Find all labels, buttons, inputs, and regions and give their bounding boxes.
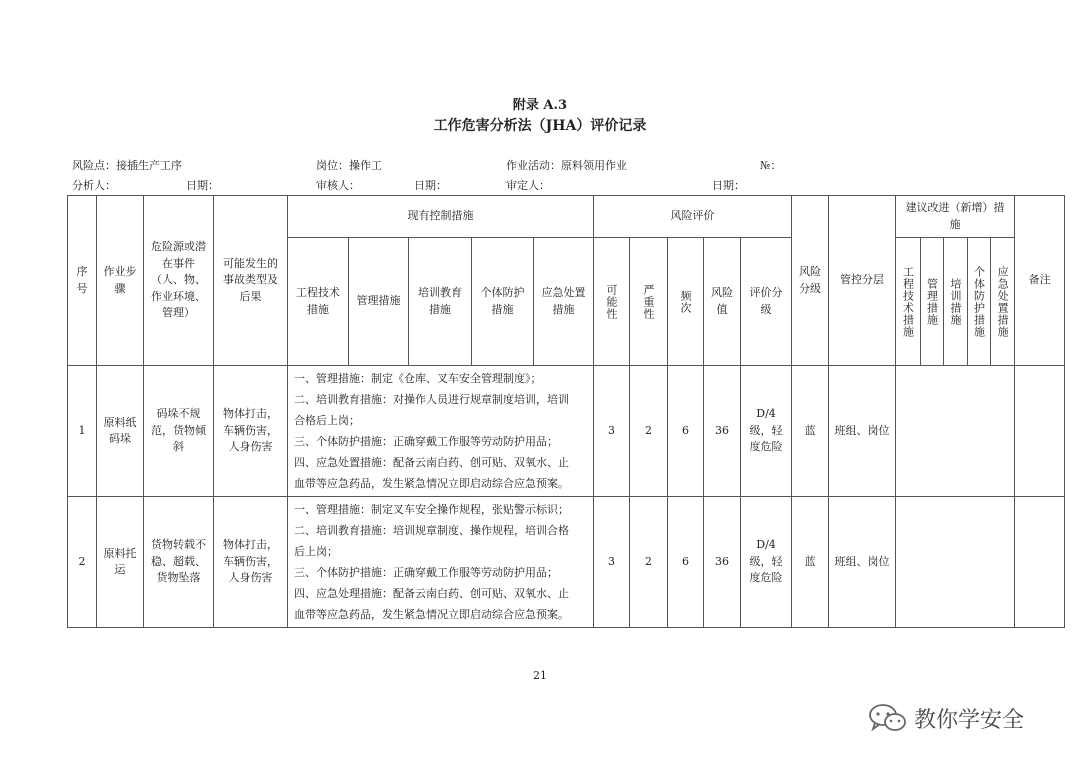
control-line: 血带等应急药品，发生紧急情况立即启动综合应急预案。 (294, 477, 569, 490)
document-title: 工作危害分析法（JHA）评价记录 (433, 118, 647, 134)
control-line: 三、个体防护措施：正确穿戴工作服等劳动防护用品； (294, 435, 558, 448)
control-level-header: 管控分层 (829, 196, 896, 366)
suggest-train-header: 培训措施 (949, 277, 963, 326)
eng-header: 工程技术措施 (288, 238, 349, 366)
activity-label: 作业活动：原料领用作业 (506, 159, 627, 172)
date-label-2: 日期： (414, 179, 447, 192)
row-consequence: 物体打击，车辆伤害，人身伤害 (214, 366, 288, 497)
hazard-header: 危险源或潜在事件（人、物、作业环境、管理） (144, 196, 214, 366)
row-frequency: 6 (668, 497, 704, 628)
control-line: 血带等应急药品，发生紧急情况立即启动综合应急预案。 (294, 608, 569, 621)
jha-table (67, 195, 1065, 628)
row-likelihood: 3 (594, 497, 630, 628)
appendix-title: 附录 A.3 (512, 98, 568, 113)
row-hazard: 货物转载不稳、超载、货物坠落 (144, 497, 214, 628)
train-header: 培训教育措施 (409, 238, 472, 366)
control-line: 二、培训教育措施：培训规章制度、操作规程，培训合格 (294, 524, 569, 537)
control-line: 二、培训教育措施：对操作人员进行规章制度培训，培训 (294, 393, 569, 406)
ppe-header: 个体防护措施 (472, 238, 534, 366)
suggest-emerg-header: 应急处置措施 (996, 265, 1010, 338)
row-remark (1015, 497, 1065, 628)
row-risk-grade: 蓝 (792, 366, 829, 497)
wechat-icon (868, 702, 908, 734)
row-suggest (896, 497, 1015, 628)
watermark-text: 教你学安全 (914, 707, 1025, 733)
row-risk-value: 36 (704, 497, 741, 628)
row-controls (288, 497, 594, 628)
control-line: 三、个体防护措施：正确穿戴工作服等劳动防护用品； (294, 566, 558, 579)
row-risk-grade: 蓝 (792, 497, 829, 628)
mgmt-header: 管理措施 (349, 238, 409, 366)
risk-point-label: 风险点：接插生产工序 (72, 159, 182, 172)
suggest-header: 建议改进（新增）措施 (896, 196, 1015, 238)
row-eval-grade: D/4级，轻度危险 (741, 497, 792, 628)
row-controls (288, 366, 594, 497)
page-number: 21 (533, 669, 547, 682)
row-step: 原料托运 (97, 497, 144, 628)
row-frequency: 6 (668, 366, 704, 497)
row-control-level: 班组、岗位 (829, 366, 896, 497)
date-label-1: 日期： (186, 179, 219, 192)
control-line: 后上岗； (294, 545, 338, 558)
eval-grade-header: 评价分级 (741, 238, 792, 366)
risk-grade-header: 风险分级 (792, 196, 829, 366)
analyst-label: 分析人： (72, 179, 116, 192)
row-hazard: 码垛不规范，货物倾斜 (144, 366, 214, 497)
likelihood-header: 可能性 (605, 283, 619, 320)
frequency-header: 频次 (679, 289, 693, 314)
row-risk-value: 36 (704, 366, 741, 497)
control-line: 四、应急处理措施：配备云南白药、创可贴、双氧水、止 (294, 587, 569, 600)
date-label-3: 日期： (712, 179, 745, 192)
number-label: №： (760, 159, 782, 172)
suggest-ppe-header: 个体防护措施 (972, 265, 986, 338)
risk-eval-header: 风险评价 (594, 196, 792, 238)
seq-header: 序号 (68, 196, 97, 366)
control-line: 合格后上岗； (294, 414, 360, 427)
row-remark (1015, 366, 1065, 497)
row-eval-grade: D/4级，轻度危险 (741, 366, 792, 497)
reviewer-label: 审核人： (316, 179, 360, 192)
suggest-eng-header: 工程技术措施 (901, 265, 915, 338)
table-row (68, 366, 1065, 497)
table-row (68, 497, 1065, 628)
row-severity: 2 (630, 366, 668, 497)
severity-header: 严重性 (642, 283, 656, 320)
current-controls-header: 现有控制措施 (288, 196, 594, 238)
remark-header: 备注 (1015, 196, 1065, 366)
row-step: 原料纸码垛 (97, 366, 144, 497)
risk-value-header: 风险值 (704, 238, 741, 366)
control-line: 四、应急处置措施：配备云南白药、创可贴、双氧水、止 (294, 456, 569, 469)
emerg-header: 应急处置措施 (534, 238, 594, 366)
suggest-mgmt-header: 管理措施 (925, 277, 939, 326)
row-seq: 2 (68, 497, 97, 628)
control-line: 一、管理措施：制定《仓库、叉车安全管理制度》； (294, 372, 542, 385)
watermark (868, 702, 1024, 734)
post-label: 岗位：操作工 (316, 159, 382, 172)
row-consequence: 物体打击，车辆伤害，人身伤害 (214, 497, 288, 628)
row-seq: 1 (68, 366, 97, 497)
row-likelihood: 3 (594, 366, 630, 497)
step-header: 作业步骤 (97, 196, 144, 366)
row-control-level: 班组、岗位 (829, 497, 896, 628)
consequence-header: 可能发生的事故类型及后果 (214, 196, 288, 366)
approver-label: 审定人： (506, 179, 550, 192)
row-suggest (896, 366, 1015, 497)
control-line: 一、管理措施：制定叉车安全操作规程，张贴警示标识； (294, 503, 569, 516)
row-severity: 2 (630, 497, 668, 628)
